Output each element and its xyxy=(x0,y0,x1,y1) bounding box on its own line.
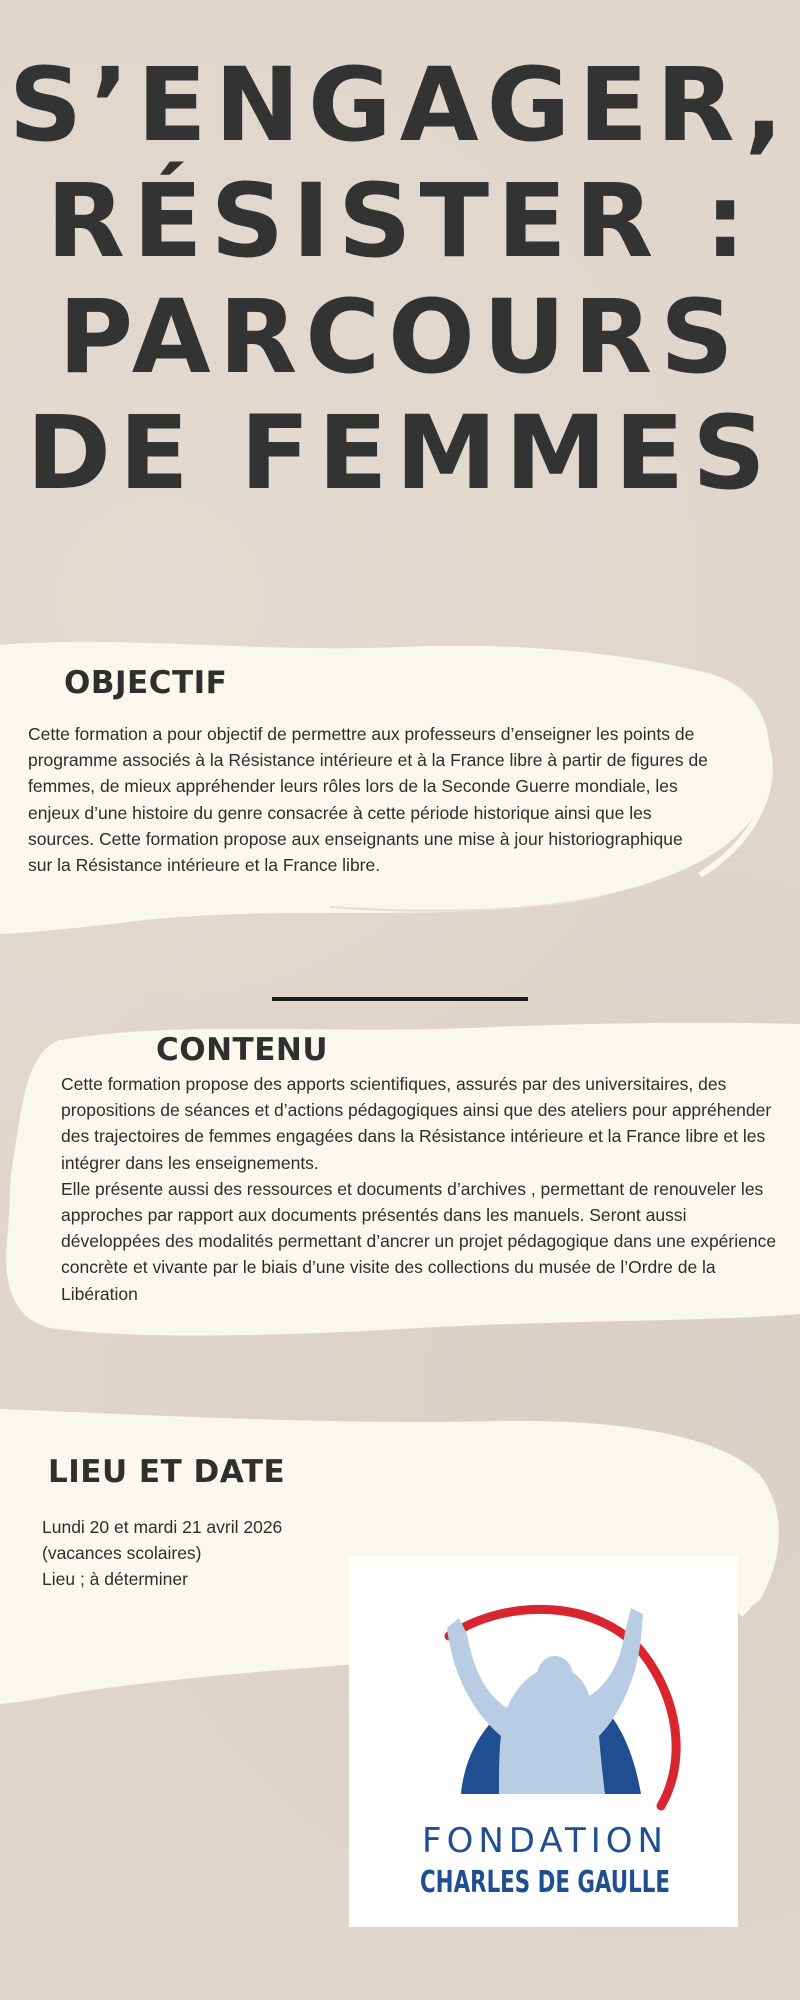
objectif-text: Cette formation a pour objectif de permettre aux professeurs d’enseigner les points de programme associés à la Résistance intérieure et à la France libre à partir de figures de femmes, de mieux appréhender leurs rôles lors de la Seconde Guerre mondiale, les enjeux d’une histoire du genre consacrée à cette période historique ainsi que les sources. Cette formation propose aux enseignants une mise à jour historiographique sur la Résistance intérieure et la France libre. xyxy=(28,724,708,876)
title-line-3: PARCOURS xyxy=(58,278,742,397)
lieu-heading: LIEU ET DATE xyxy=(48,1454,286,1490)
fondation-logo xyxy=(349,1556,738,1927)
lieu-date: Lundi 20 et mardi 21 avril 2026 xyxy=(42,1517,283,1537)
logo-text-line-2: CHARLES DE GAULLE xyxy=(420,1865,670,1900)
contenu-heading: CONTENU xyxy=(156,1032,328,1068)
logo-text-line-1: FONDATION xyxy=(422,1821,668,1861)
title-line-4: DE FEMMES xyxy=(26,394,774,513)
contenu-paragraph-1: Cette formation propose des apports scientifiques, assurés par des universitaires, des propositions de séances et d’actions pédagogiques ainsi que des ateliers pour appréhender des trajectoires de femmes engagées dans la Résistance intérieure et la France libre et les intégrer dans les enseignements. xyxy=(61,1074,772,1173)
contenu-paragraph-2: Elle présente aussi des ressources et documents d’archives , permettant de renouveler les approches par rapport aux documents présentés dans les manuels. Seront aussi développées des modalités permettant d’ancrer un projet pédagogique dans une expérience concrète et vivante par le biais d’une visite des collections du musée de l’Ordre de la Libération xyxy=(61,1178,777,1304)
lieu-details xyxy=(42,1514,362,1593)
title-line-1: S’ENGAGER, xyxy=(8,46,792,165)
section-divider xyxy=(272,997,528,1001)
contenu-text xyxy=(61,1071,781,1307)
page-title xyxy=(0,48,800,512)
lieu-note: (vacances scolaires) xyxy=(42,1543,202,1564)
title-line-2: RÉSISTER : xyxy=(46,162,754,281)
objectif-heading: OBJECTIF xyxy=(64,665,228,701)
fondation-charles-de-gaulle-logo-icon xyxy=(349,1556,738,1927)
lieu-place: Lieu ; à déterminer xyxy=(42,1569,188,1590)
